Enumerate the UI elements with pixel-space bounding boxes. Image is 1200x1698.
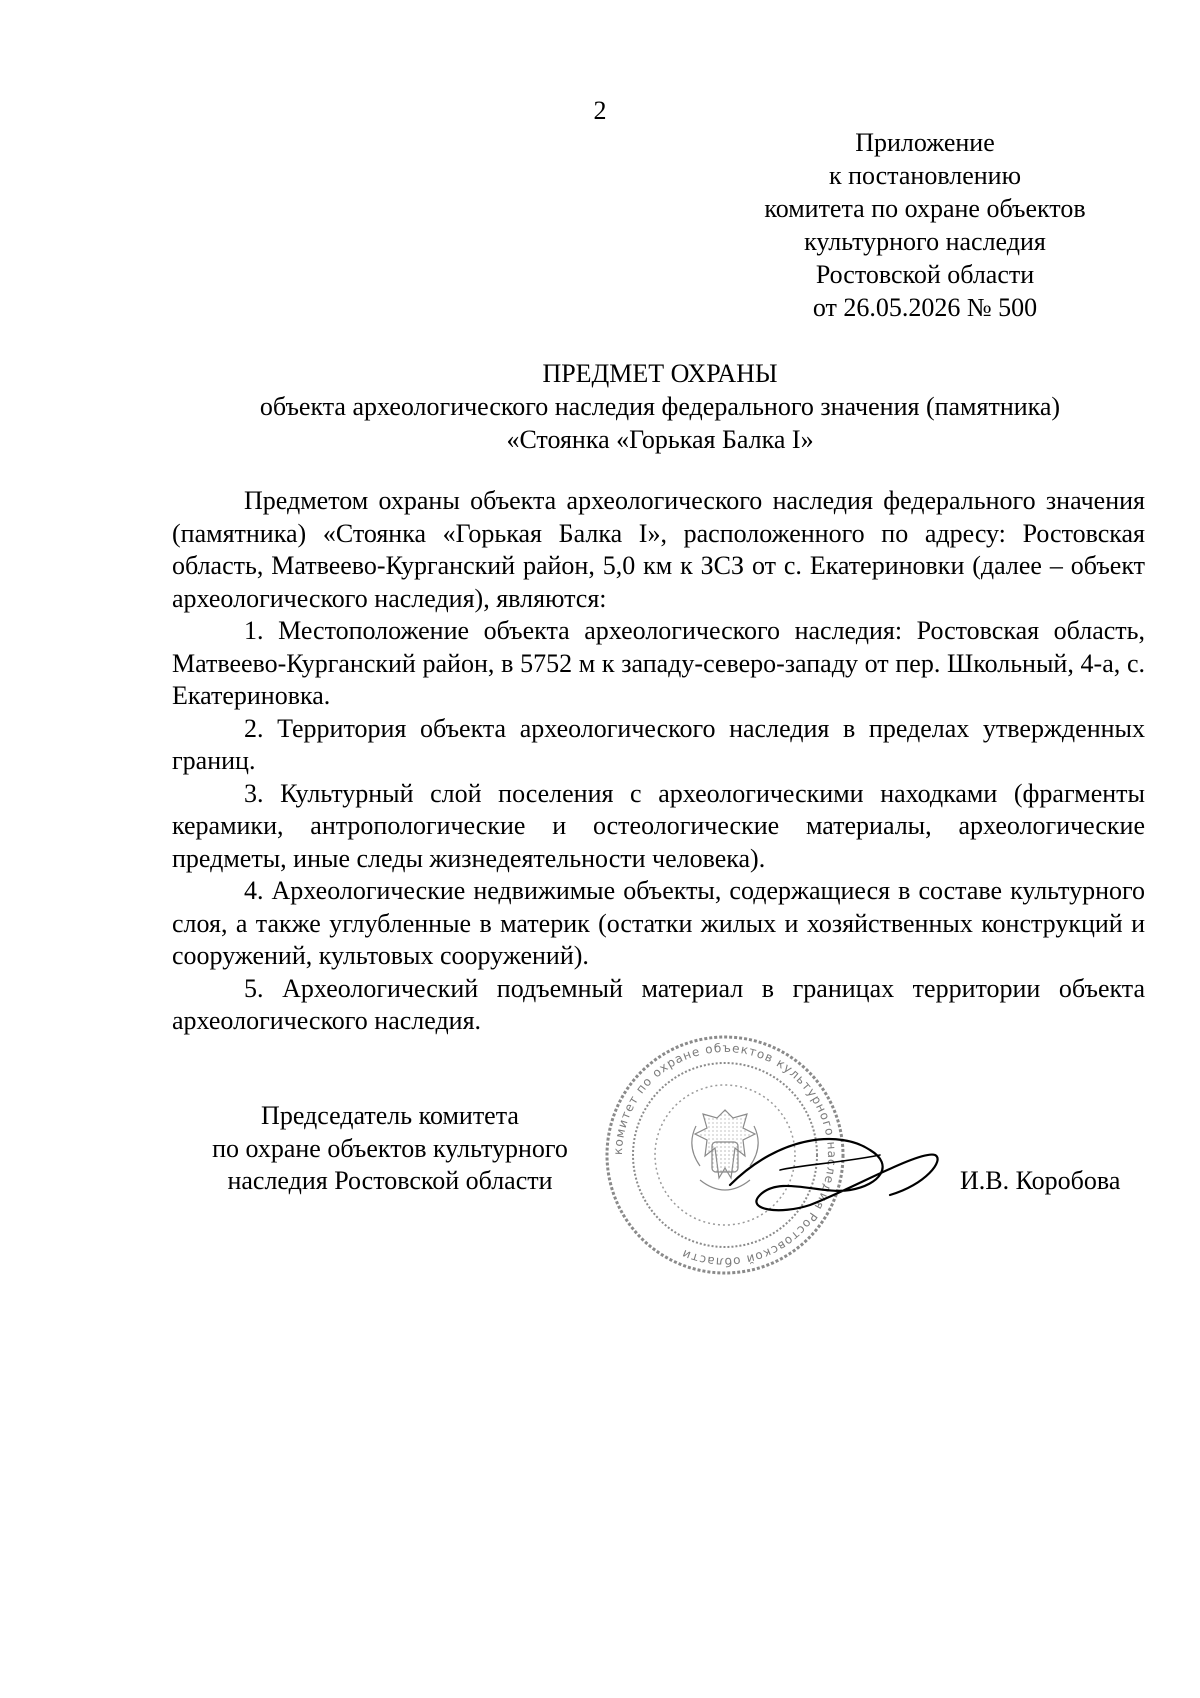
list-item: 4. Археологические недвижимые объекты, содержащиеся в составе культурного слоя, а также углубленные в материк (остатки жилых и хозяйственных конструкций и сооружений, культовых сооружений). bbox=[172, 876, 1145, 970]
appendix-date-number: от 26.05.2026 № 500 bbox=[812, 293, 1038, 322]
signatory-position-line: Председатель комитета bbox=[261, 1101, 519, 1130]
list-item: 1. Местоположение объекта археологического наследия: Ростовская область, Матвеево-Курганский район, в 5752 м к западу-северо-западу от пер. Школьный, 4-а, с. Екатериновка. bbox=[172, 616, 1145, 710]
appendix-line: комитета по охране объектов bbox=[764, 194, 1086, 223]
signatory-position-line: наследия Ростовской области bbox=[227, 1166, 553, 1195]
appendix-line: к постановлению bbox=[828, 161, 1022, 190]
title-object-name: «Стоянка «Горькая Балка I» bbox=[506, 425, 814, 454]
title-heading: ПРЕДМЕТ ОХРАНЫ bbox=[542, 359, 778, 388]
title-subtitle: объекта археологического наследия федерального значения (памятника) bbox=[259, 392, 1061, 421]
appendix-line: Приложение bbox=[855, 128, 995, 157]
handwritten-signature bbox=[720, 1115, 950, 1225]
document-body bbox=[172, 485, 1145, 1038]
list-item: 3. Культурный слой поселения с археологическими находками (фрагменты керамики, антропологические и остеологические материалы, археологические предметы, иные следы жизнедеятельности человека). bbox=[172, 778, 1145, 873]
list-item: 2. Территория объекта археологического наследия в пределах утвержденных границ. bbox=[172, 713, 1145, 775]
signatory-position bbox=[180, 1100, 600, 1198]
appendix-line: культурного наследия bbox=[804, 227, 1046, 256]
signatory-position-line: по охране объектов культурного bbox=[212, 1133, 568, 1163]
signatory-name: И.В. Коробова bbox=[960, 1166, 1121, 1195]
appendix-line: Ростовской области bbox=[815, 260, 1035, 289]
page-number: 2 bbox=[593, 96, 607, 125]
intro-paragraph: Предметом охраны объекта археологического наследия федерального значения (памятника) «Стоянка «Горькая Балка I», расположенного по адресу: Ростовская область, Матвеево-Курганский район, 5,0 км к ЗСЗ от с. Екатериновки (далее – объект археологического наследия), являются: bbox=[172, 486, 1145, 613]
seal-outer-text: комитет по охране объектов культурного наследия Ростовской области bbox=[610, 1040, 840, 1270]
document-title bbox=[130, 357, 1190, 456]
list-item: 5. Археологический подъемный материал в границах территории объекта археологического наследия. bbox=[172, 973, 1145, 1035]
appendix-header bbox=[740, 126, 1110, 324]
